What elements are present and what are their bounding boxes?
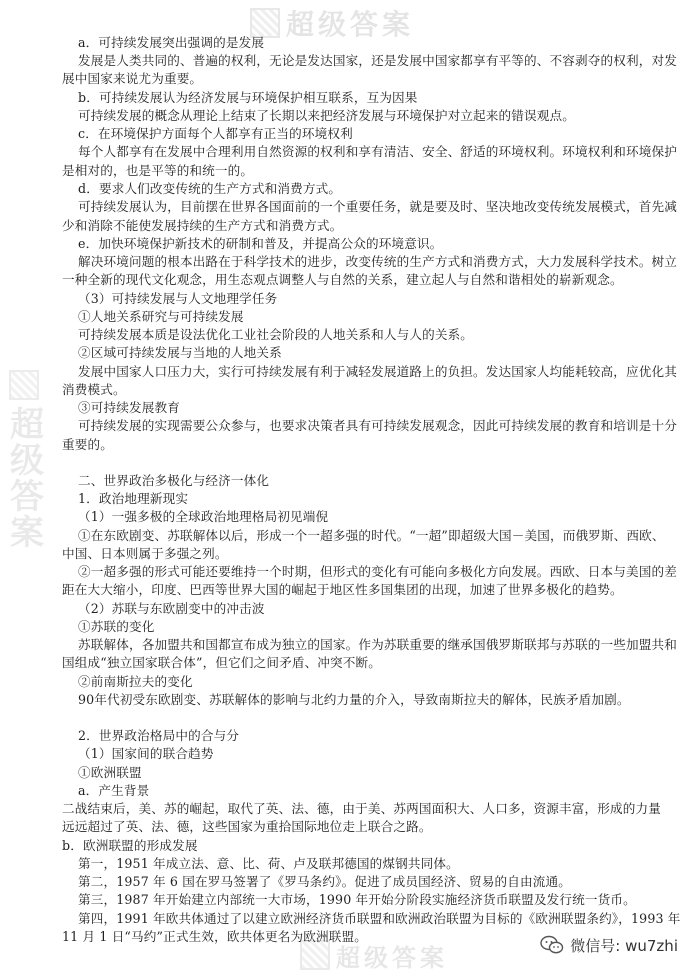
text-line: （1）一强多极的全球政治地理格局初见端倪 (78, 509, 329, 524)
text-line: 每个人都享有在发展中合理利用自然资源的权利和享有清洁、安全、舒适的环境权利。环境权利和环境保护 (78, 144, 677, 159)
text-line: 一种全新的现代文化观念，用生态观点调整人与自然的关系，建立起人与自然和谐相处的崭新观念。 (62, 272, 623, 287)
text-line: 二战结束后，美、苏的崛起，取代了英、法、德，由于美、苏两国面积大、人口多，资源丰富，形成的力量 (62, 801, 661, 816)
text-line: （2）苏联与东欧剧变中的冲击波 (78, 601, 265, 616)
text-line: 可持续发展认为，目前摆在世界各国面前的一个重要任务，就是要及时、坚决地改变传统发展模式，首先减 (78, 199, 677, 214)
text-line: 距在大大缩小，印度、巴西等世界大国的崛起于地区性多国集团的出现，加速了世界多极化的趋势。 (62, 582, 623, 597)
text-line: 第三，1987 年开始建立内部统一大市场，1990 年开始分阶段实施经济货币联盟及发行统一货币。 (78, 892, 636, 907)
text-line: 第二，1957 年 6 国在罗马签署了《罗马条约》。促进了成员国经济、贸易的自由流通。 (78, 874, 572, 889)
text-line: 重要的。 (62, 437, 113, 452)
watermark-text: 超级答案 (336, 943, 448, 972)
text-line: 第一，1951 年成立法、意、比、荷、卢及联邦德国的煤钢共同体。 (78, 856, 459, 871)
text-line: ①苏联的变化 (78, 619, 155, 634)
text-line: 1．政治地理新现实 (78, 491, 189, 506)
text-line: 展中国家来说尤为重要。 (62, 71, 203, 86)
qr-code-icon (9, 370, 39, 400)
text-line: 90年代初受东欧剧变、苏联解体的影响与北约力量的介入，导致南斯拉夫的解体，民族矛盾加剧。 (78, 692, 630, 707)
text-line: a．可持续发展突出强调的是发展 (78, 35, 265, 50)
text-line: ①欧洲联盟 (78, 765, 142, 780)
text-line: 是相对的，也是平等的和统一的。 (62, 163, 254, 178)
text-line: e．加快环境保护新技术的研制和普及，并提高公众的环境意识。 (78, 236, 443, 251)
text-line: （1）国家间的联合趋势 (78, 746, 214, 761)
text-line: c．在环境保护方面每个人都享有正当的环境权利 (78, 126, 353, 141)
text-line: 发展中国家人口压力大，实行可持续发展有利于减轻发展道路上的负担。发达国家人均能耗较高，应优化其 (78, 364, 677, 379)
watermark-text: 超级答案 (3, 406, 44, 550)
text-line: 2．世界政治格局中的合与分 (78, 728, 240, 743)
text-line: 二、世界政治多极化与经济一体化 (78, 473, 270, 488)
text-line: b．可持续发展认为经济发展与环境保护相互联系，互为因果 (78, 90, 418, 105)
text-line: 中国、日本则属于多强之列。 (62, 546, 228, 561)
text-line: 11 月 1 日“马约”正式生效，欧共体更名为欧洲联盟。 (62, 929, 367, 944)
text-line: ②一超多强的形式可能还要维持一个时期，但形式的变化有可能向多极化方向发展。西欧、日本与美国的差 (78, 564, 677, 579)
text-line: a．产生背景 (78, 783, 150, 798)
text-line: 少和消除不能使发展持续的生产方式和消费方式。 (62, 218, 343, 233)
text-line: 可持续发展的实现需要公众参与，也要求决策者具有可持续发展观念，因此可持续发展的教育和培训是十分 (78, 418, 677, 433)
text-line: ②区域可持续发展与当地的人地关系 (78, 345, 282, 360)
text-line: ③可持续发展教育 (78, 400, 180, 415)
wechat-id-badge (540, 932, 678, 958)
wechat-icon (540, 935, 564, 955)
text-line: 苏联解体，各加盟共和国都宣布成为独立的国家。作为苏联重要的继承国俄罗斯联邦与苏联的一些加盟共和 (78, 637, 677, 652)
text-line: （3）可持续发展与人文地理学任务 (78, 291, 278, 306)
watermark-side (4, 370, 44, 610)
text-line: ①在东欧剧变、苏联解体以后，形成一个一超多强的时代。“一超”即超级大国－美国，而俄罗斯、西欧、 (78, 528, 665, 543)
text-line: 第四，1991 年欧共体通过了以建立欧洲经济货币联盟和欧洲政治联盟为目标的《欧洲联盟条约》，1993 年 (78, 911, 681, 926)
text-line: 可持续发展本质是设法优化工业社会阶段的人地关系和人与人的关系。 (78, 327, 474, 342)
text-line: ②前南斯拉夫的变化 (78, 674, 193, 689)
text-line: 远远超过了英、法、德，这些国家为重拾国际地位走上联合之路。 (62, 819, 432, 834)
text-line: 国组成“独立国家联合体”，但它们之间矛盾、冲突不断。 (62, 655, 382, 670)
text-line: 解决环境问题的根本出路在于科学技术的进步，改变传统的生产方式和消费方式，大力发展科学技术。树立 (78, 254, 677, 269)
wechat-id-label: 微信号: wu7zhi (570, 936, 678, 955)
text-line: 可持续发展的概念从理论上结束了长期以来把经济发展与环境保护对立起来的错误观点。 (78, 108, 576, 123)
text-line: d．要求人们改变传统的生产方式和消费方式。 (78, 181, 342, 196)
text-line: 消费模式。 (62, 382, 126, 397)
text-line: b．欧洲联盟的形成发展 (62, 838, 198, 853)
text-line: ①人地关系研究与可持续发展 (78, 309, 244, 324)
text-line: 发展是人类共同的、普遍的权利，无论是发达国家，还是发展中国家都享有平等的、不容剥夺的权利，对发 (78, 53, 677, 68)
watermark-text: 超级答案 (286, 8, 415, 41)
